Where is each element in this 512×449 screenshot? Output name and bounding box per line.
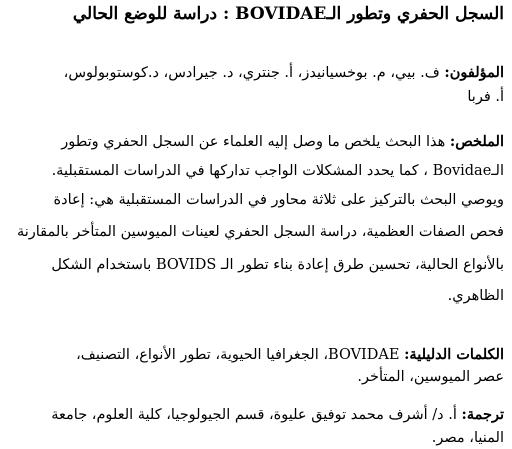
translation-text: أ. د/ أشرف محمد توفيق عليوة، قسم الجيولوجيا، كلية العلوم، جامعة: [51, 407, 457, 423]
authors-text: ف. بيي، م. بوخسيانيدز، أ. جنتري، د. جيرادس، د.كوستوبولوس،: [63, 65, 440, 81]
keywords-line-2: عصر الميوسين، المتأخر.: [357, 369, 504, 385]
summary-text-1: هذا البحث يلخص ما وصل إليه العلماء عن السجل الحفري وتطور: [61, 134, 446, 150]
summary-line-4: فحص الصفات العظمية، دراسة السجل الحفري لعينات الميوسين المتأخر بالمقارنة: [16, 224, 504, 240]
authors-line-2: أ. فربا: [467, 89, 504, 105]
summary-line-5: بالأنواع الحالية، تحسين طرق إعادة بناء تطور الـ BOVIDS باستخدام الشكل: [51, 257, 504, 273]
keywords-text: BOVIDAE، الجغرافيا الحيوية، تطور الأنواع، التصنيف،: [76, 347, 400, 363]
keywords-line-1: [76, 348, 504, 363]
authors-line-1: [64, 66, 504, 81]
summary-label: الملخص:: [449, 133, 504, 150]
summary-line-2: الـBovidae ، كما يحدد المشكلات الواجب تداركها في الدراسات المستقبلية.: [51, 163, 504, 179]
authors-label: المؤلفون:: [444, 64, 504, 81]
article-abstract: [6, 0, 504, 449]
keywords-label: الكلمات الدليلية:: [404, 346, 504, 363]
summary-line-3: ويوصي البحث بالتركيز على ثلاثة محاور في الدراسات المستقبلية هي: إعادة: [53, 192, 504, 208]
translation-label: ترجمة:: [461, 406, 504, 423]
translation-line-1: [51, 408, 504, 423]
article-title: السجل الحفري وتطور الـBOVIDAE : دراسة للوضع الحالي: [72, 4, 504, 24]
summary-line-1: [61, 135, 504, 150]
translation-line-2: المنيا، مصر.: [431, 430, 504, 446]
summary-line-6: الظاهري.: [447, 288, 504, 304]
